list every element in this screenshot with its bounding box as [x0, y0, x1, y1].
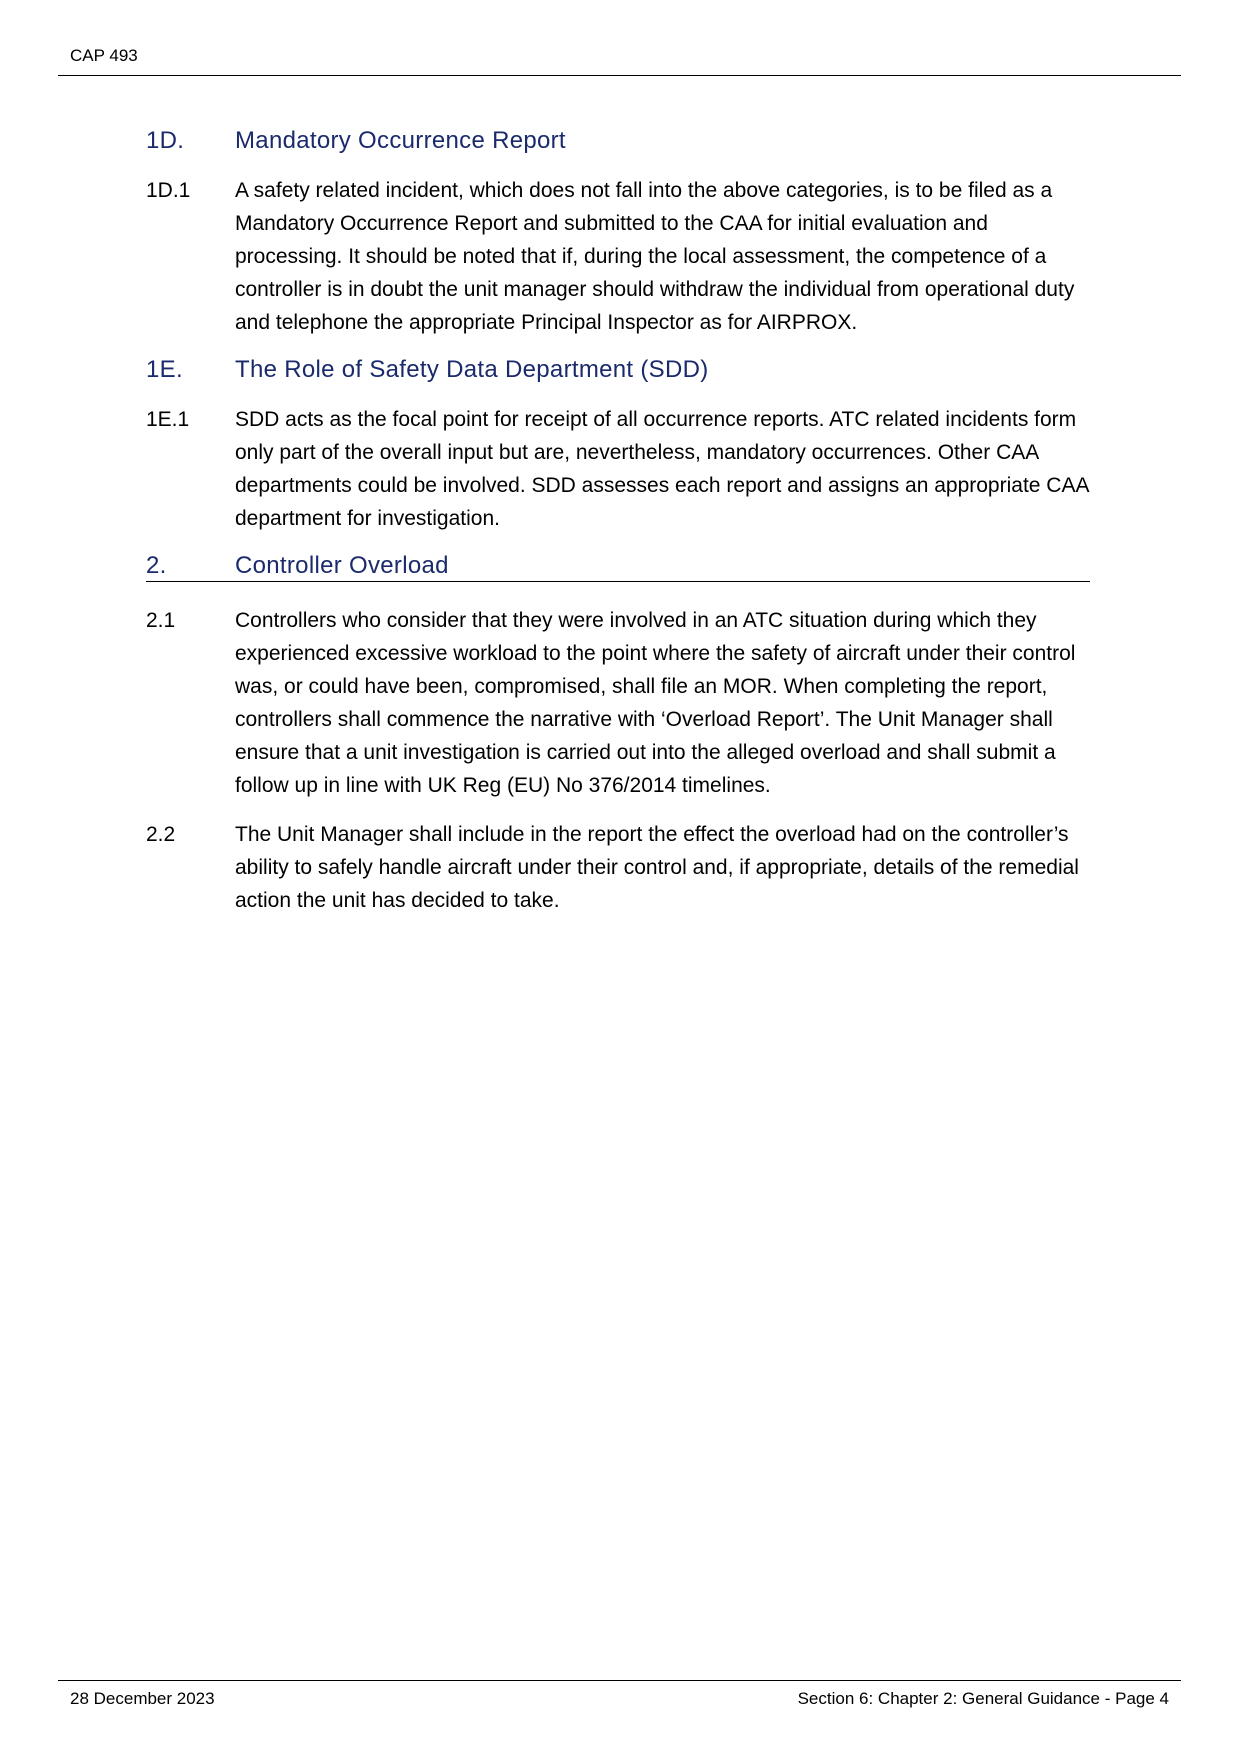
paragraph-number: 2.1 [146, 609, 176, 632]
page-header [58, 42, 1181, 76]
section-number: 2. [146, 552, 167, 579]
paragraph-text: A safety related incident, which does not fall into the above categories, is to be filed as a Mandatory Occurrence Report and submitted to the CAA for initial evaluation and processing. It should be noted that if, during the local assessment, the competence of a controller is in doubt the unit manager should withdraw the individual from operational duty and telephone the appropriate Principal Inspector as for AIRPROX. [235, 179, 1075, 334]
section-heading-1d [146, 126, 1090, 156]
paragraph-number: 1E.1 [146, 408, 190, 431]
document-reference: CAP 493 [70, 46, 138, 65]
paragraph-2-2 [146, 818, 1090, 917]
footer-page-label: Section 6: Chapter 2: General Guidance - Page 4 [797, 1689, 1169, 1708]
section-heading-1e [146, 355, 1090, 385]
paragraph-text: Controllers who consider that they were involved in an ATC situation during which they experienced excessive workload to the point where the safety of aircraft under their control was, or could have been, compromised, shall file an MOR. When completing the report, controllers shall commence the narrative with ‘Overload Report’. The Unit Manager shall ensure that a unit investigation is carried out into the alleged overload and shall submit a follow up in line with UK Reg (EU) No 376/2014 timelines. [235, 609, 1076, 797]
paragraph-number: 1D.1 [146, 179, 191, 202]
section-title: The Role of Safety Data Department (SDD) [235, 356, 709, 383]
paragraph-1d-1 [146, 174, 1090, 339]
section-number: 1E. [146, 356, 183, 383]
page-footer [58, 1680, 1181, 1708]
paragraph-number: 2.2 [146, 823, 176, 846]
section-title: Mandatory Occurrence Report [235, 127, 566, 154]
paragraph-text: The Unit Manager shall include in the report the effect the overload had on the controller’s ability to safely handle aircraft under their control and, if appropriate, details of the remedial action the unit has decided to take. [235, 823, 1079, 912]
page-content [146, 126, 1090, 933]
paragraph-1e-1 [146, 403, 1090, 535]
paragraph-2-1 [146, 604, 1090, 802]
paragraph-text: SDD acts as the focal point for receipt of all occurrence reports. ATC related incidents form only part of the overall input but are, nevertheless, mandatory occurrences. Other CAA departments could be involved. SDD assesses each report and assigns an appropriate CAA department for investigation. [235, 408, 1089, 530]
section-number: 1D. [146, 127, 185, 154]
section-title: Controller Overload [235, 552, 449, 579]
section-heading-2 [146, 551, 1090, 582]
footer-date: 28 December 2023 [70, 1689, 215, 1708]
